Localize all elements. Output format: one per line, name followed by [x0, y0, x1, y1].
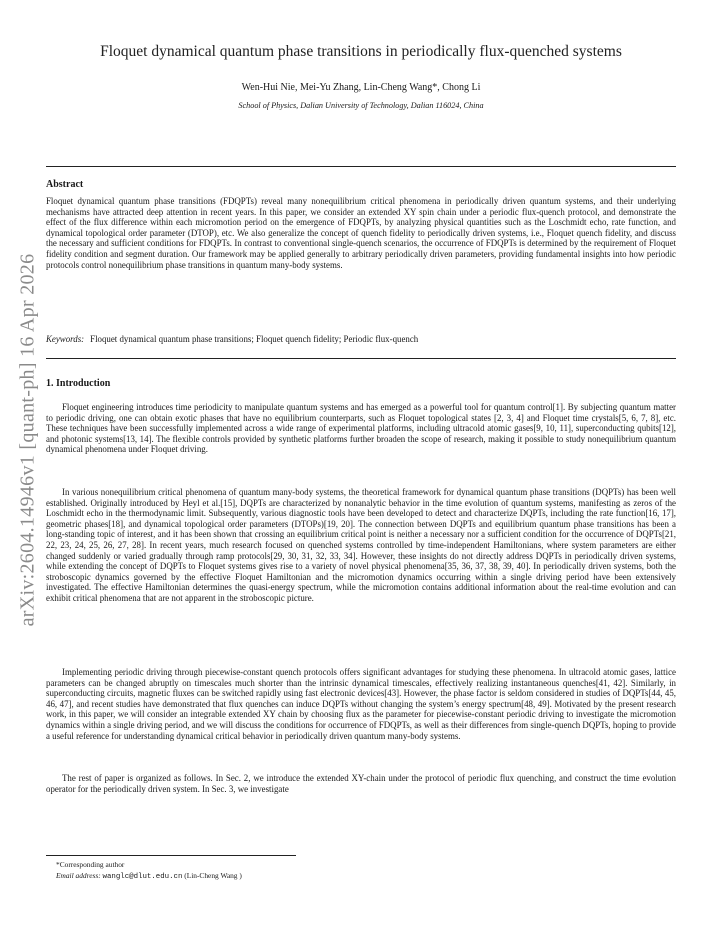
email-address[interactable]: wanglc@dlut.edu.cn: [102, 873, 183, 881]
keywords-text: Floquet dynamical quantum phase transitions; Floquet quench fidelity; Periodic flux-quench: [90, 334, 419, 344]
bottom-rule: [46, 358, 676, 359]
arxiv-stamp: [8, 250, 48, 630]
intro-paragraph-1: Floquet engineering introduces time periodicity to manipulate quantum systems and has emerged as a powerful tool for quantum control[1]. By subjecting quantum matter to periodic driving, one can obtain exotic phases that have no equilibrium counterparts, such as Floquet topological states [2, 3, 4] and Floquet time crystals[5, 6, 7, 8], etc. These techniques have been successfully implemented across a wide range of experimental platforms, including ultracold atomic gases[9, 10, 11], superconducting qubits[12], and photonic systems[13, 14]. The flexible controls provided by synthetic platforms further broaden the scope of research, making it possible to study nonequilibrium quantum dynamical phenomena under Floquet driving.: [46, 402, 676, 455]
arxiv-stamp-text: arXiv:2604.14946v1 [quant-ph] 16 Apr 2026: [16, 253, 39, 627]
keywords: [46, 334, 676, 344]
footnote-rule: [46, 855, 296, 856]
abstract-text: Floquet dynamical quantum phase transitions (FDQPTs) reveal many nonequilibrium critical phenomena in periodically driven quantum systems, and their underlying mechanisms have attracted deep attention in recent years. In this paper, we consider an extended XY spin chain under a periodic flux-quench protocol, and demonstrate the effect of the flux difference within each micromotion period on the emergence of FDQPTs, by analyzing physical quantities such as the Loschmidt echo, rate function, and dynamical topological order parameter (DTOP), etc. We also generalize the concept of quench fidelity to periodically driven systems, i.e., Floquet quench fidelity, and discuss the necessary and sufficient conditions for FDQPTs. In contrast to conventional single-quench scenarios, the occurrence of FDQPTs is determined by the requirement of Floquet fidelity condition and segment duration. Our framework may be applied generally to arbitrary periodically driven parameters, providing fundamental insights into how periodic protocols control nonequilibrium phase transitions in quantum many-body systems.: [46, 196, 676, 270]
footnote-corresponding: *Corresponding author: [56, 860, 125, 869]
email-name: (Lin-Cheng Wang ): [184, 871, 242, 880]
footnote-email: [56, 871, 242, 881]
author-list: Wen-Hui Nie, Mei-Yu Zhang, Lin-Cheng Wang*, Chong Li: [241, 82, 481, 93]
introduction-heading: 1. Introduction: [46, 378, 111, 389]
email-label: Email address:: [56, 871, 101, 880]
affiliation: School of Physics, Dalian University of Technology, Dalian 116024, China: [238, 101, 484, 110]
intro-paragraph-2: In various nonequilibrium critical phenomena of quantum many-body systems, the theoretical framework for dynamical quantum phase transitions (DQPTs) has been well established. Originally introduced by Heyl et al.[15], DQPTs are characterized by nonanalytic behavior in the time evolution of quantum systems, manifesting as zeros of the Loschmidt echo in the thermodynamic limit. Subsequently, various diagnostic tools have been developed to detect and characterize DQPTs, including the rate function[16, 17], geometric phases[18], and dynamical topological order parameters (DTOPs)[19, 20]. The connection between DQPTs and equilibrium quantum phase transitions has been a long-standing topic of interest, and it has been shown that crossing an equilibrium critical point is neither a necessary nor a sufficient condition for the occurrence of DQPTs[21, 22, 23, 24, 25, 26, 27, 28]. In recent years, much research focused on quenched systems controlled by time-independent Hamiltonians, where system parameters are either changed suddenly or varied gradually through ramp protocols[29, 30, 31, 32, 33, 34]. However, these insights do not directly address DQPTs in periodically driven systems, while extending the concept of DQPTs to Floquet systems gives rise to a variety of novel physical phenomena[35, 36, 37, 38, 39, 40]. In periodically driven systems, both the stroboscopic dynamics governed by the effective Floquet Hamiltonian and the micromotion dynamics occurring within a single driving period have been extensively investigated. The effective Hamiltonian determines the quasi-energy spectrum, while the micromotion contains additional information about the real-time evolution and can exhibit critical phenomena that are not apparent in the stroboscopic picture.: [46, 487, 676, 603]
keywords-label: Keywords:: [46, 334, 85, 344]
paper-title: Floquet dynamical quantum phase transitions in periodically flux-quenched systems: [100, 43, 622, 60]
abstract-heading: Abstract: [46, 179, 84, 190]
intro-paragraph-4: The rest of paper is organized as follows. In Sec. 2, we introduce the extended XY-chain under the protocol of periodic flux quenching, and construct the time evolution operator for the periodically driven system. In Sec. 3, we investigate: [46, 773, 676, 794]
top-rule: [46, 166, 676, 167]
intro-paragraph-3: Implementing periodic driving through piecewise-constant quench protocols offers significant advantages for studying these phenomena. In ultracold atomic gases, lattice parameters can be changed abruptly on timescales much shorter than the intrinsic dynamical timescales, effectively realizing instantaneous quenches[41, 42]. Similarly, in superconducting circuits, magnetic fluxes can be switched rapidly using fast electronic devices[43]. However, the phase factor is seldom considered in studies of DQPTs[44, 45, 46, 47], and recent studies have demonstrated that flux quenches can induce DQPTs without changing the system’s energy spectrum[48, 49]. Motivated by the present research work, in this paper, we will consider an integrable extended XY chain by choosing flux as the parameter for piecewise-constant periodic driving to investigate the micromotion dynamics within a single driving period, and we will discuss the conditions for occurrence of FDQPTs, as well as their differences from single-quench DQPTs, hoping to provide a useful reference for understanding dynamical critical behavior in periodically driven quantum many-body systems.: [46, 667, 676, 741]
